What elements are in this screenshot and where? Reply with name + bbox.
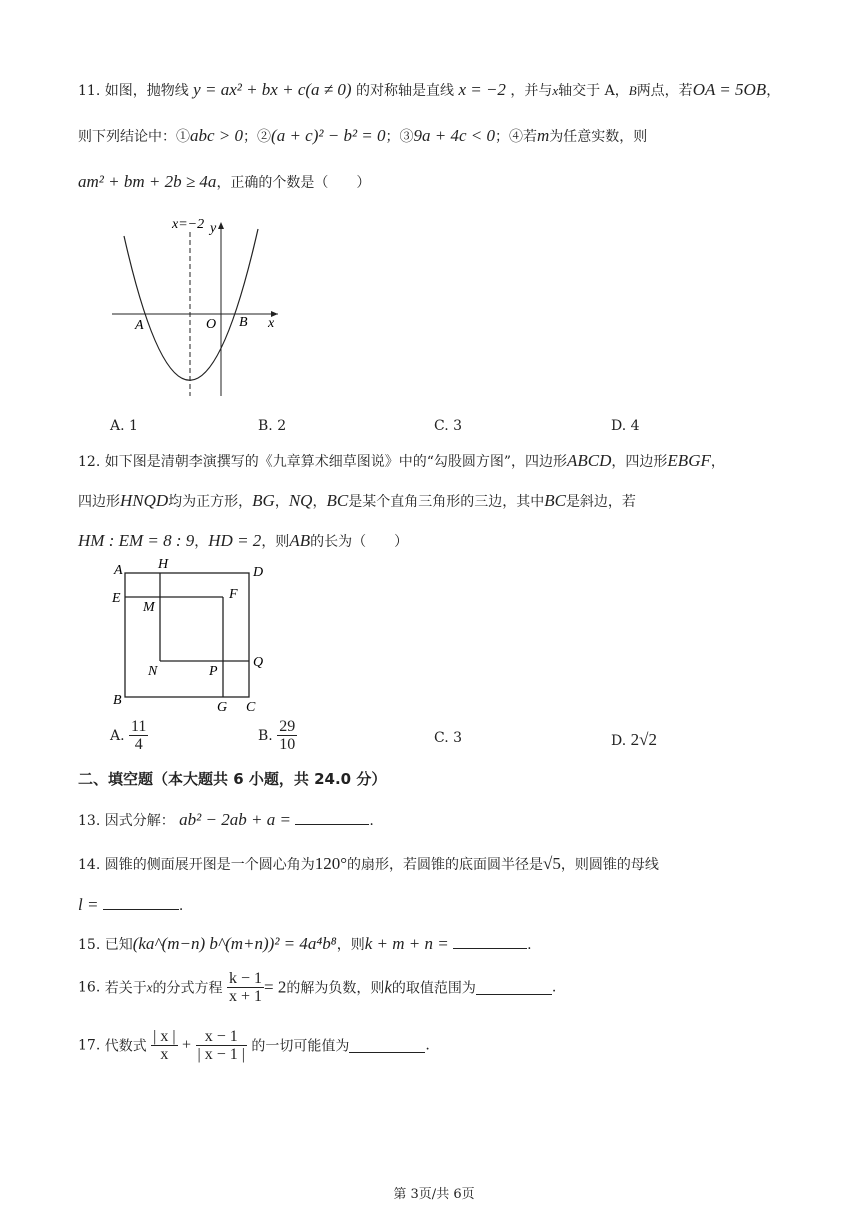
q12-option-d (611, 730, 657, 750)
q11-text: ；② (243, 129, 272, 145)
q14-angle: 120° (314, 854, 348, 873)
numerator: x − 1 (196, 1028, 247, 1046)
label-g: G (217, 700, 228, 715)
label-c: C (246, 700, 256, 715)
q11-text: 两点，若 (636, 83, 693, 99)
label-h: H (158, 558, 169, 572)
q11-text: 为任意实数，则 (549, 129, 648, 145)
answer-blank (476, 980, 552, 995)
label-f: F (229, 587, 238, 602)
q12-text: 均为正方形， (168, 494, 253, 510)
option-value: 2√2 (630, 730, 657, 749)
denominator: x (160, 1046, 169, 1063)
symmetry-axis-label: x=−2 (172, 217, 205, 232)
q12-text: ， (194, 534, 209, 550)
q12-option-c: C. 3 (434, 730, 463, 746)
q11-axis-equation: x = −2 (458, 80, 506, 99)
answer-blank (295, 810, 369, 825)
q14-period: . (178, 898, 184, 914)
q12-square-figure (105, 558, 275, 718)
q17-period: . (425, 1037, 430, 1054)
q11-text: 的对称轴是直线 (355, 83, 454, 99)
q11-text: 轴交于 A， (558, 83, 629, 99)
q14-l-equation: l = (78, 895, 99, 914)
q14-text: 的扇形，若圆锥的底面圆半径是 (347, 857, 544, 873)
q13-period: . (369, 813, 374, 829)
label-d: D (253, 565, 264, 580)
q12-text: 四边形 (78, 494, 120, 510)
q14-text: ，则圆锥的母线 (560, 857, 659, 873)
q11-option-a: A. 1 (110, 418, 138, 434)
q16-text: 的解为负数，则 (286, 980, 385, 997)
q12-number: 12. (78, 454, 101, 470)
q11-line2 (78, 126, 647, 146)
q17-fraction-2 (196, 1028, 247, 1063)
q15-text: ，则 (336, 937, 365, 953)
q17-fraction-1 (151, 1028, 177, 1063)
y-axis-label: y (210, 221, 217, 236)
q12-option-a (110, 718, 148, 753)
q12-var: BG (252, 491, 275, 510)
label-e: E (112, 591, 121, 606)
fraction (277, 718, 297, 753)
q11-line3 (78, 172, 370, 192)
page-footer: 第 3页/共 6页 (393, 1187, 475, 1202)
q12-var: EBGF (667, 451, 711, 470)
q12-var: HNQD (120, 491, 169, 510)
q11-conclusion-4: am² + bm + 2b ≥ 4a (78, 172, 217, 191)
q12-text: 如下图是清朝李演撰写的《九章算术细草图说》中的“勾股圆方图”，四边形 (104, 454, 568, 470)
q11-text: ；③ (385, 129, 414, 145)
q11-text: ，正确的个数是（ ） (216, 175, 371, 191)
q11-conclusion-3: 9a + 4c < 0 (413, 126, 496, 145)
q12-text: ，四边形 (611, 454, 668, 470)
denominator: | x − 1 | (197, 1046, 245, 1063)
numerator: k − 1 (228, 970, 262, 987)
q14-line2 (78, 895, 183, 915)
origin-label: O (206, 317, 217, 332)
q17-plus: + (182, 1036, 192, 1054)
q12-var: ABCD (567, 451, 612, 470)
numerator: 11 (131, 718, 147, 735)
q12-var: BC (544, 491, 566, 510)
q16-number: 16. (78, 979, 101, 996)
q17-text: 代数式 (104, 1038, 147, 1055)
q12-text: ， (274, 494, 289, 510)
q11-parabola-graph (100, 210, 290, 400)
q16-fraction (227, 970, 264, 1005)
q12-ratio: HM : EM = 8 : 9 (78, 531, 195, 550)
denominator: 10 (279, 736, 296, 753)
q15-number: 15. (78, 937, 101, 953)
q11-text: ，并与 (510, 83, 553, 99)
q16 (78, 970, 556, 1005)
option-letter: B. (258, 727, 273, 744)
q11-var: m (537, 126, 550, 145)
q11-number: 11. (78, 83, 101, 99)
q11-text: ， (766, 83, 781, 99)
numerator: | x | (153, 1028, 176, 1045)
option-letter: A. (110, 727, 125, 744)
q12-text: 的长为（ ） (310, 534, 409, 550)
q13 (78, 810, 374, 830)
numerator: 29 (279, 718, 296, 735)
label-q: Q (253, 655, 264, 670)
label-n: N (148, 664, 158, 679)
q16-text: 若关于 (104, 980, 147, 997)
q12-option-b (258, 718, 297, 753)
q12-line3 (78, 531, 408, 551)
q11-conclusion-2: (a + c)² − b² = 0 (271, 126, 386, 145)
label-p: P (209, 664, 218, 679)
q11-text: 则下列结论中：① (78, 129, 190, 145)
parabola-curve (124, 229, 258, 380)
fraction (129, 718, 148, 753)
q17-number: 17. (78, 1037, 101, 1054)
q16-var: k (384, 977, 392, 997)
q12-var: NQ (288, 491, 313, 510)
q11-oa-equation: OA = 5OB (692, 80, 767, 99)
answer-blank (349, 1038, 425, 1053)
q16-text: 的取值范围为 (391, 980, 476, 997)
q12-var: AB (289, 531, 311, 550)
q11-text: 如图，抛物线 (104, 83, 189, 99)
answer-blank (453, 934, 527, 949)
label-b: B (113, 693, 122, 708)
q14-number: 14. (78, 857, 101, 873)
denominator: 4 (134, 736, 143, 753)
x-axis-label: x (268, 316, 275, 331)
label-a: A (114, 563, 123, 578)
q12-text: ， (710, 454, 725, 470)
q16-equals: = 2 (263, 977, 287, 997)
q12-var: BC (326, 491, 349, 510)
q16-text: 的分式方程 (152, 980, 223, 997)
label-m: M (143, 600, 155, 615)
q11-line1 (78, 80, 780, 100)
q14-radius: √5 (543, 854, 561, 873)
option-letter: D. (611, 733, 627, 749)
q12-hd: HD = 2 (208, 531, 262, 550)
q11-text: ；④若 (495, 129, 538, 145)
q17-text: 的一切可能值为 (251, 1038, 350, 1055)
q15-text: 已知 (104, 937, 133, 953)
q14-text: 圆锥的侧面展开图是一个圆心角为 (104, 857, 315, 873)
q12-text: ，则 (261, 534, 290, 550)
q12-text: 是斜边，若 (565, 494, 636, 510)
q13-expression: ab² − 2ab + a = (179, 810, 291, 829)
q15-period: . (527, 937, 532, 953)
q15-sum: k + m + n = (364, 934, 449, 953)
q11-var: x (552, 83, 559, 98)
q12-text: ， (312, 494, 327, 510)
q11-option-d: D. 4 (611, 418, 640, 434)
q13-number: 13. (78, 813, 101, 829)
denominator: x + 1 (228, 988, 262, 1005)
q11-parabola-equation: y = ax² + bx + c(a ≠ 0) (193, 80, 352, 99)
q17 (78, 1028, 430, 1063)
q11-option-c: C. 3 (434, 418, 463, 434)
section-heading: 二、填空题（本大题共 6 小题，共 24.0 分） (78, 770, 387, 788)
q11-var: B (628, 83, 637, 98)
q12-text: 是某个直角三角形的三边，其中 (348, 494, 545, 510)
q11-option-b: B. 2 (258, 418, 287, 434)
q13-text: 因式分解： (104, 813, 175, 829)
q11-conclusion-1: abc > 0 (190, 126, 244, 145)
q14-line1 (78, 854, 659, 874)
q16-var: x (146, 979, 153, 995)
q15-expression: (ka^(m−n) b^(m+n))² = 4a⁴b⁸ (132, 934, 337, 953)
q12-line2 (78, 491, 636, 511)
point-b-label: B (239, 315, 248, 330)
point-a-label: A (135, 318, 144, 333)
q12-line1 (78, 451, 725, 471)
q16-period: . (551, 979, 557, 996)
y-axis-arrow (218, 222, 224, 229)
q15 (78, 934, 532, 954)
answer-blank (103, 895, 179, 910)
